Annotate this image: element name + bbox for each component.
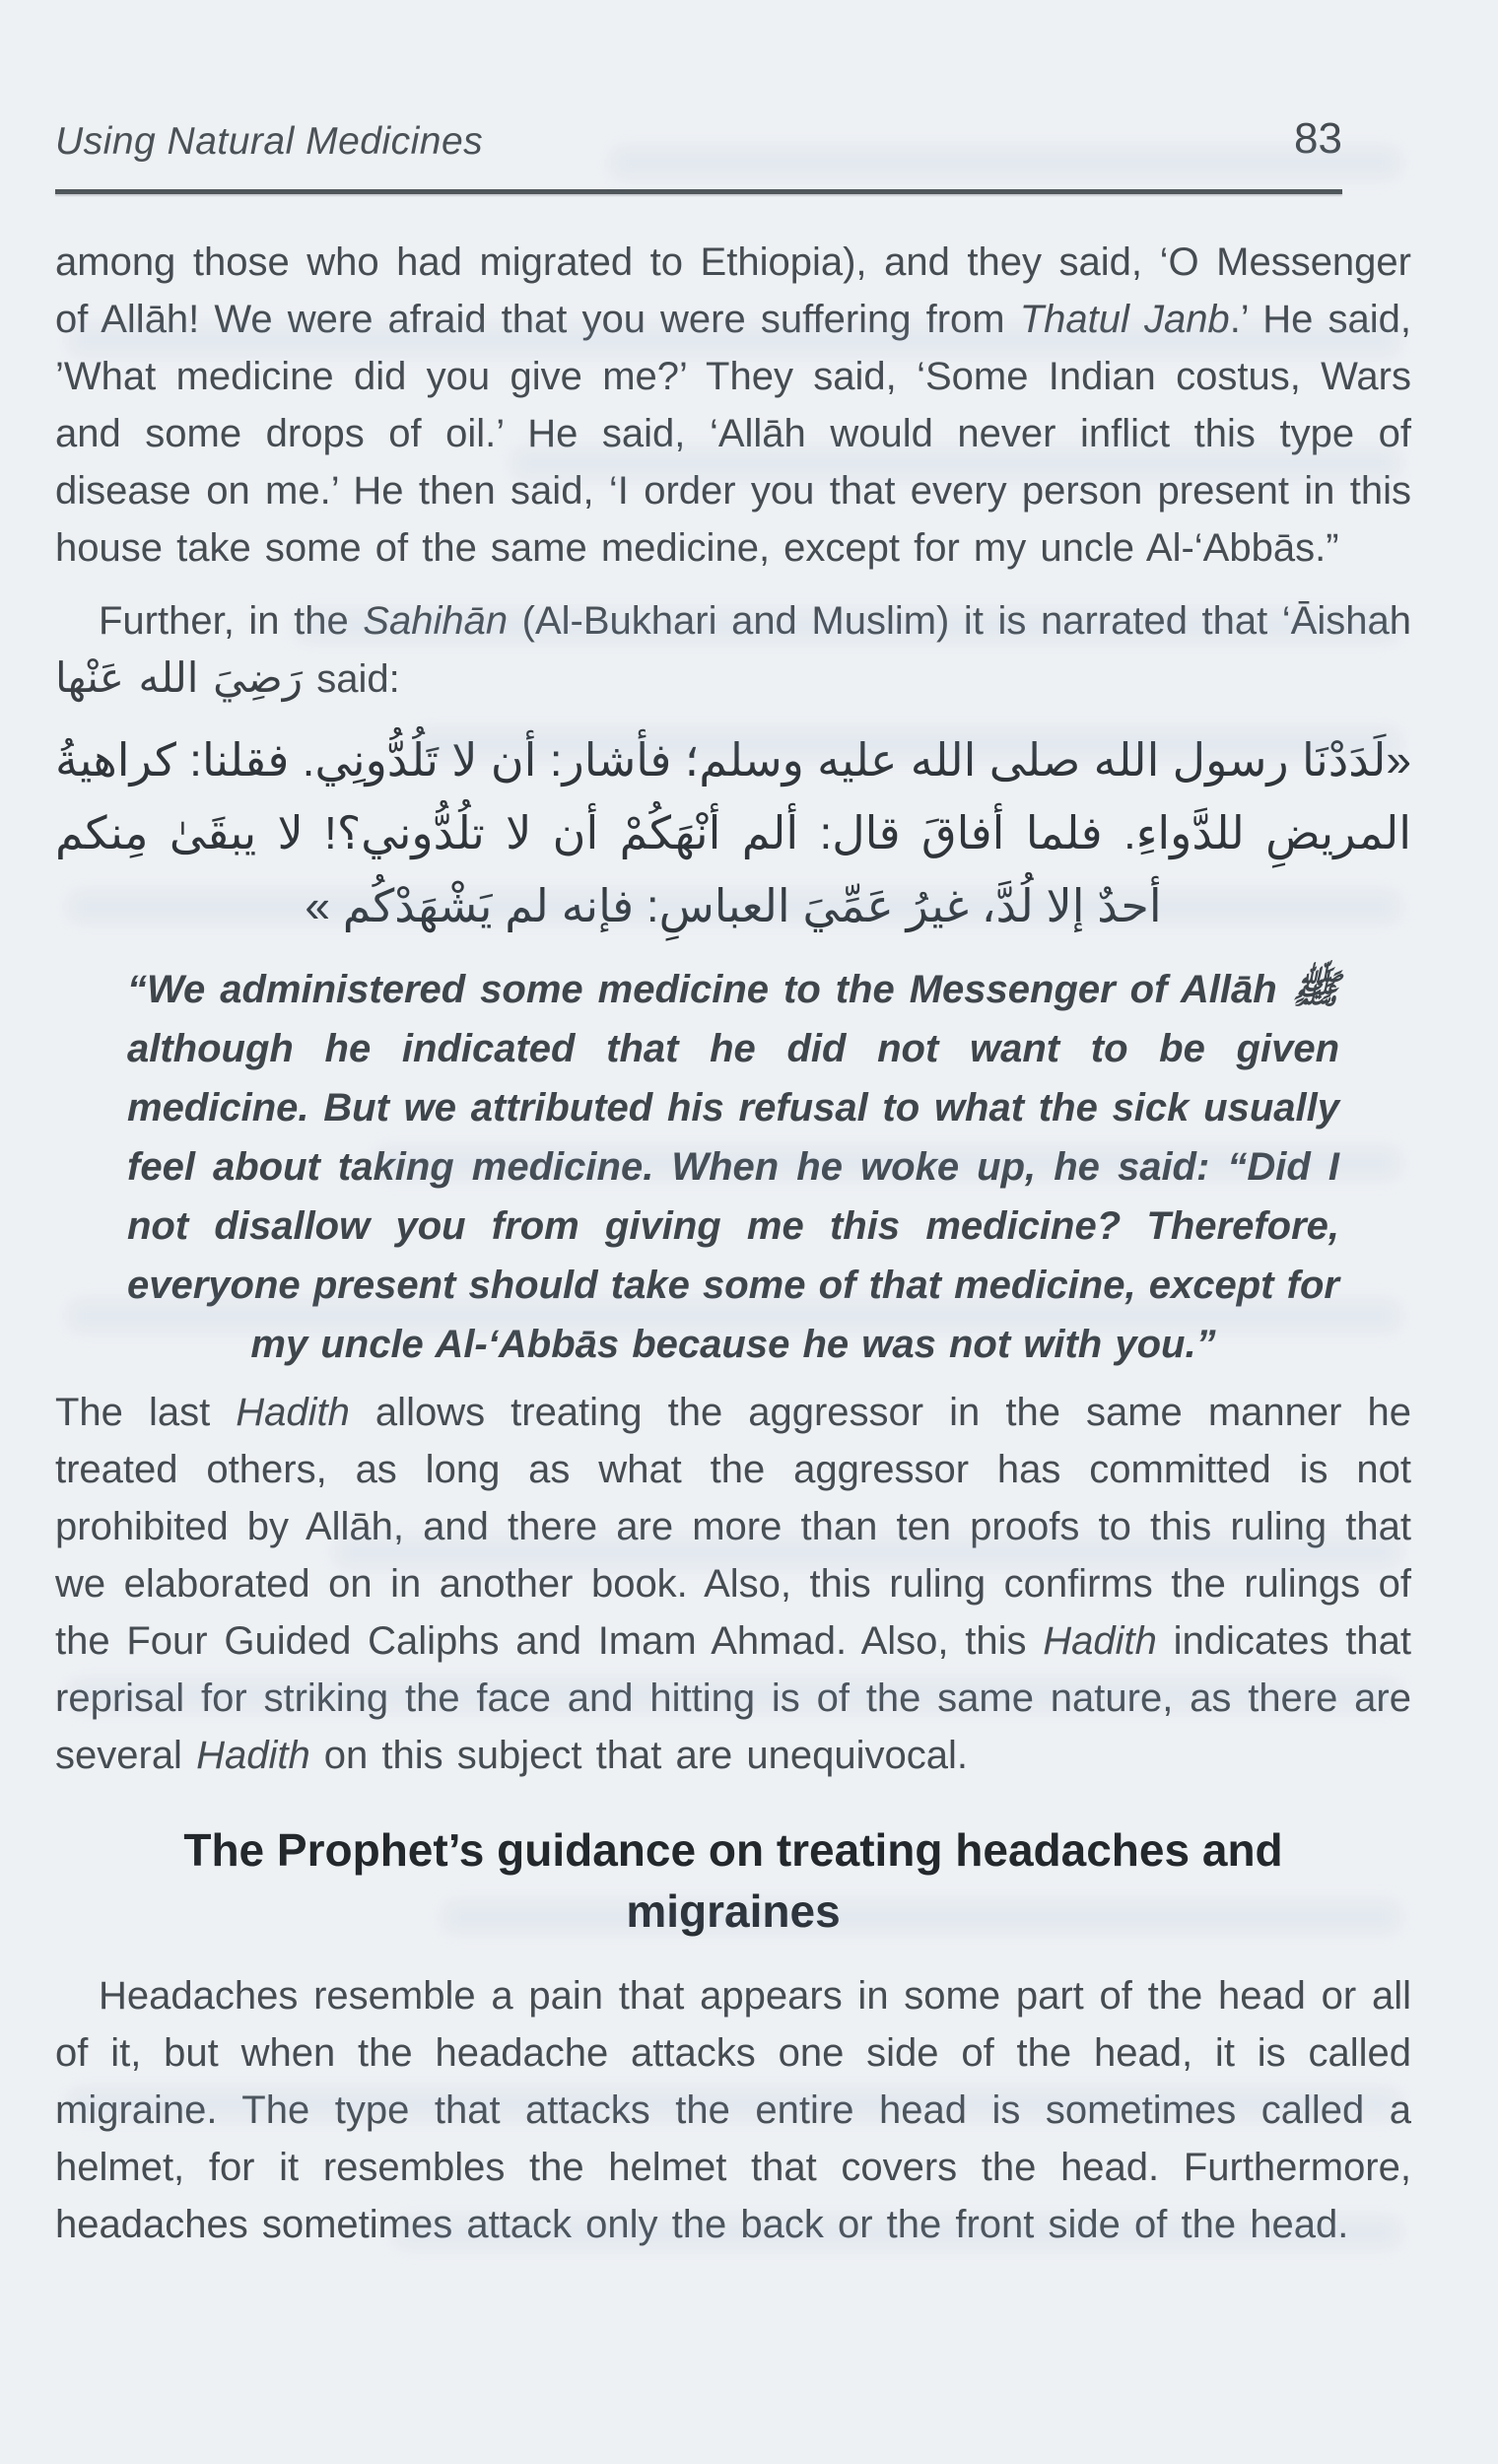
page-body xyxy=(55,234,1411,2253)
paragraph-hadith-continuation: among those who had migrated to Ethiopia), and they said, ‘O Messenger of Allāh! We were afraid that you were suffering from Thatul Janb.’ He said, ’What medicine did you give me?’ They said, ‘Some Indian costus, Wars and some drops of oil.’ He said, ‘Allāh would never inflict this type of disease on me.’ He then said, ‘I order you that every person present in this house take some of the same medicine, except for my uncle Al-‘Abbās.” xyxy=(55,240,1411,570)
arabic-line-3: أحدٌ إلا لُدَّ، غيرُ عَمِّيَ العباسِ: فإنه لم يَشْهَدْكُم » xyxy=(305,880,1162,931)
arabic-line-1: «لَدَدْنَا رسول الله صلى الله عليه وسلم؛ فأشار: أن لا تَلُدُّونِي. فقلنا: كراهيةُ xyxy=(55,734,1411,786)
section-heading: The Prophet’s guidance on treating headaches and migraines xyxy=(183,1824,1283,1937)
page-number: 83 xyxy=(1294,114,1342,163)
paragraph-further-narration: Further, in the Sahihān (Al-Bukhari and Muslim) it is narrated that ‘Āishah رَضِيَ الله عَنْها said: xyxy=(55,599,1411,701)
hadith-translation-quote: “We administered some medicine to the Messenger of Allāh ﷺ although he indicated that he did not want to be given medicine. But we attributed his refusal to what the sick usually feel about taking medicine. When he woke up, he said: “Did I not disallow you from giving me this medicine? Therefore, everyone present should take some of that medicine, except for my uncle Al-‘Abbās because he was not with you.” xyxy=(127,968,1339,1366)
paragraph-ruling-commentary: The last Hadith allows treating the aggressor in the same manner he treated others, as long as what the aggressor has committed is not prohibited by Allāh, and there are more than ten proofs to this ruling that we elaborated on in another book. Also, this ruling confirms the rulings of the Four Guided Caliphs and Imam Ahmad. Also, this Hadith indicates that reprisal for striking the face and hitting is of the same nature, as there are several Hadith on this subject that are unequivocal. xyxy=(55,1391,1411,1777)
running-title: Using Natural Medicines xyxy=(55,120,484,163)
header-rule xyxy=(55,189,1342,194)
arabic-line-2: المريضِ للدَّواءِ. فلما أفاقَ قال: ألم أنْهَكُمْ أن لا تلُدُّوني؟! لا يبقَىٰ مِنكم xyxy=(55,807,1411,858)
arabic-hadith-block xyxy=(55,723,1411,942)
page-header xyxy=(55,114,1411,164)
paragraph-headaches-intro: Headaches resemble a pain that appears in some part of the head or all of it, but when the headache attacks one side of the head, it is called migraine. The type that attacks the entire head is sometimes called a helmet, for it resembles the helmet that covers the head. Furthermore, headaches sometimes attack only the back or the front side of the head. xyxy=(55,1974,1411,2246)
